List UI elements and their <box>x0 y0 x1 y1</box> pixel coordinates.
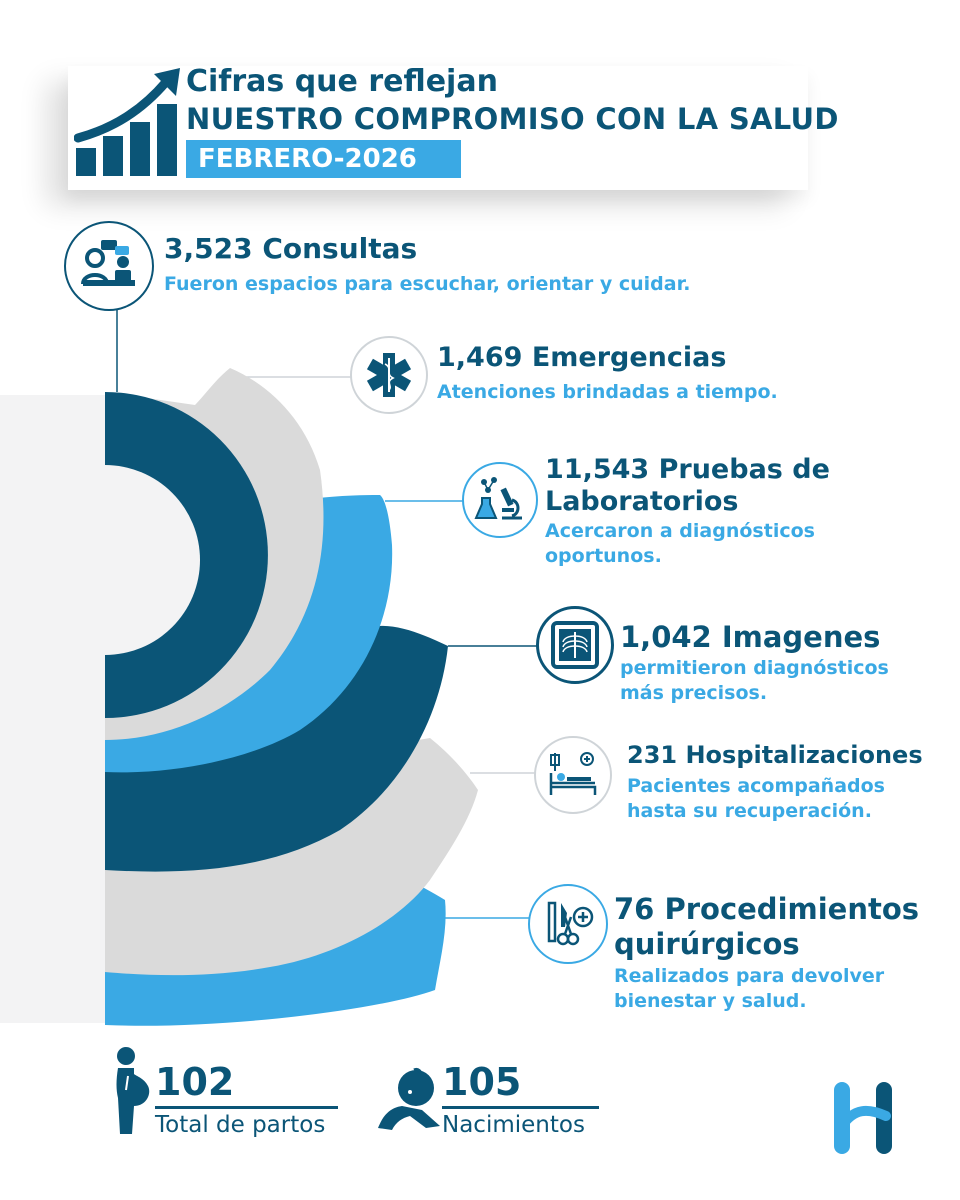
stat-emergencias-desc: Atenciones brindadas a tiempo. <box>437 381 778 403</box>
stat-label: Pruebas de <box>658 454 830 485</box>
pregnant-woman-icon <box>106 1046 154 1138</box>
stat-label: Emergencias <box>531 342 727 373</box>
stat-imagenes-title <box>620 620 880 655</box>
surgery-icon <box>528 884 608 964</box>
hospital-logo-icon <box>830 1078 900 1158</box>
desc-line1: Acercaron a diagnósticos <box>545 520 815 542</box>
month-badge: FEBRERO-2026 <box>186 140 461 178</box>
births-label: Total de partos <box>155 1112 326 1138</box>
stat-label: Imagenes <box>721 620 881 654</box>
desc-line1: Pacientes acompañados <box>627 775 885 797</box>
stat-label: Procedimientos <box>664 892 920 926</box>
desc-line2: más precisos. <box>620 682 768 705</box>
header-title-line1: Cifras que reflejan <box>186 64 498 99</box>
stat-imagenes-desc <box>620 656 889 706</box>
stat-laboratorios-desc <box>545 519 815 569</box>
stat-consultas-title <box>164 232 417 266</box>
star-of-life-icon <box>350 336 428 414</box>
baby-icon <box>374 1066 446 1136</box>
births-number: 102 <box>155 1060 235 1104</box>
hospital-bed-icon <box>534 736 612 814</box>
stat-label: Consultas <box>262 232 418 265</box>
header-title-line2: NUESTRO COMPROMISO CON LA SALUD <box>186 102 839 136</box>
desc-line2: bienestar y salud. <box>614 990 807 1013</box>
xray-icon <box>536 606 614 684</box>
desc-line1: permitieron diagnósticos <box>620 657 889 679</box>
stat-number: 3,523 <box>164 232 253 265</box>
newborns-label: Nacimientos <box>442 1112 585 1138</box>
stat-hospitalizaciones-title <box>627 741 923 770</box>
consultation-icon <box>64 221 154 311</box>
stat-label-line2: quirúrgicos <box>614 926 800 961</box>
stat-hospitalizaciones-desc <box>627 774 885 824</box>
laboratory-icon <box>462 462 538 538</box>
births-underline <box>155 1106 338 1109</box>
desc-line1: Realizados para devolver <box>614 965 885 987</box>
stat-label: Hospitalizaciones <box>685 741 923 769</box>
stat-laboratorios-title <box>545 454 830 519</box>
stat-procedimientos-desc <box>614 964 884 1014</box>
newborns-number: 105 <box>442 1060 522 1104</box>
newborns-underline <box>442 1106 599 1109</box>
stat-number: 11,543 <box>545 454 650 485</box>
stat-number: 1,469 <box>437 342 523 373</box>
stat-number: 231 <box>627 741 678 769</box>
stat-consultas-desc: Fueron espacios para escuchar, orientar y cuidar. <box>164 273 691 295</box>
stat-number: 1,042 <box>620 620 712 654</box>
stat-emergencias-title <box>437 342 726 374</box>
desc-line2: oportunos. <box>545 545 662 568</box>
stat-label-line2: Laboratorios <box>545 486 739 518</box>
stat-procedimientos-title <box>614 892 919 962</box>
desc-line2: hasta su recuperación. <box>627 800 872 823</box>
stat-number: 76 <box>614 892 655 926</box>
